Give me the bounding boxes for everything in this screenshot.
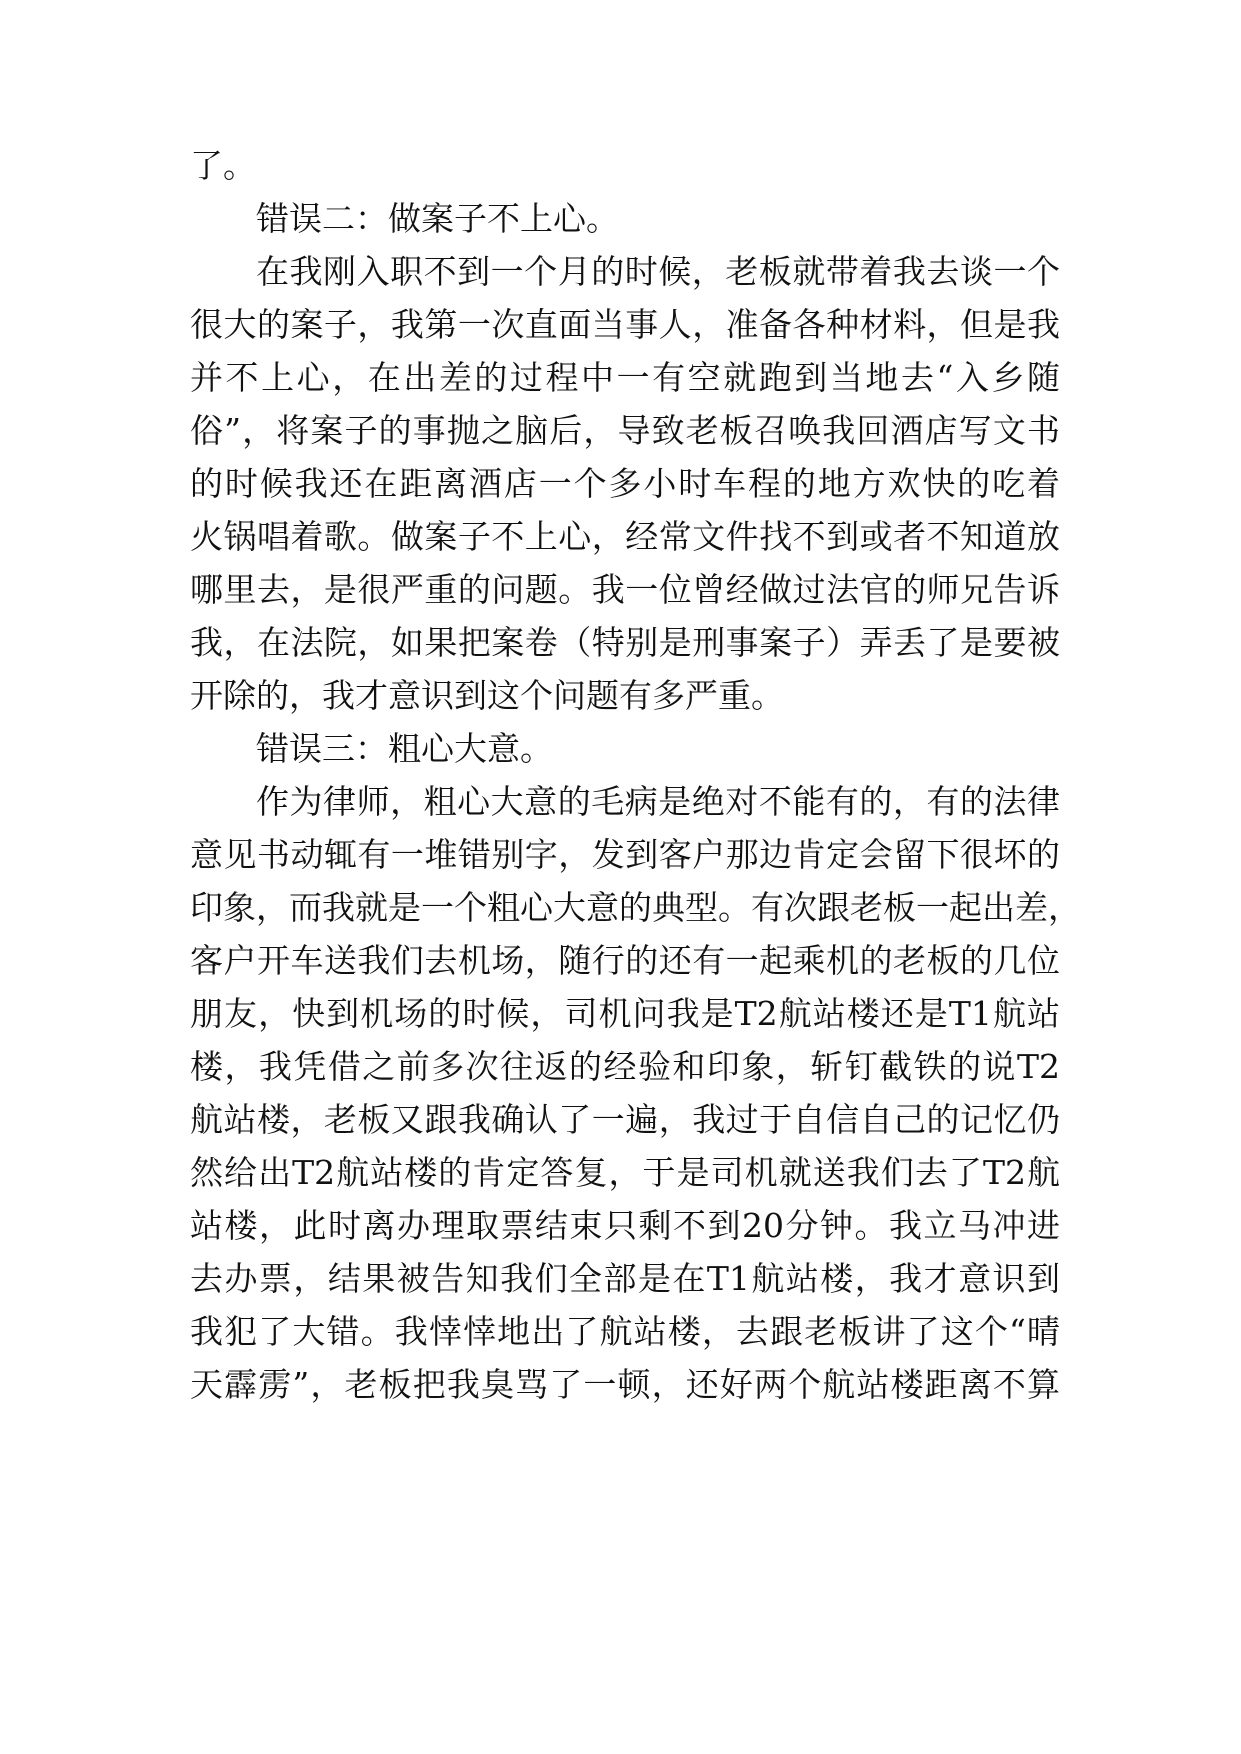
paragraph-line: 楼，我凭借之前多次往返的经验和印象，斩钉截铁的说T2 bbox=[190, 1047, 1060, 1086]
paragraph-line: 了。 bbox=[190, 146, 256, 185]
paragraph-line: 客户开车送我们去机场，随行的还有一起乘机的老板的几位 bbox=[190, 941, 1060, 980]
paragraph-line: 俗”，将案子的事抛之脑后，导致老板召唤我回酒店写文书 bbox=[190, 411, 1060, 450]
paragraph-line: 站楼，此时离办理取票结束只剩不到20分钟。我立马冲进 bbox=[190, 1206, 1060, 1245]
paragraph-line: 并不上心，在出差的过程中一有空就跑到当地去“入乡随 bbox=[190, 358, 1060, 397]
paragraph-line: 印象，而我就是一个粗心大意的典型。有次跟老板一起出差， bbox=[190, 888, 1081, 927]
paragraph-line: 开除的，我才意识到这个问题有多严重。 bbox=[190, 676, 784, 715]
paragraph-line: 作为律师，粗心大意的毛病是绝对不能有的，有的法律 bbox=[256, 782, 1060, 821]
paragraph-line: 哪里去，是很严重的问题。我一位曾经做过法官的师兄告诉 bbox=[190, 570, 1060, 609]
paragraph-line: 去办票，结果被告知我们全部是在T1航站楼，我才意识到 bbox=[190, 1259, 1060, 1298]
section-heading: 错误三：粗心大意。 bbox=[256, 729, 553, 768]
paragraph-line: 然给出T2航站楼的肯定答复，于是司机就送我们去了T2航 bbox=[190, 1153, 1060, 1192]
paragraph-line: 航站楼，老板又跟我确认了一遍，我过于自信自己的记忆仍 bbox=[190, 1100, 1060, 1139]
paragraph-line: 我犯了大错。我悻悻地出了航站楼，去跟老板讲了这个“晴 bbox=[190, 1312, 1060, 1351]
paragraph-line: 在我刚入职不到一个月的时候，老板就带着我去谈一个 bbox=[256, 252, 1060, 291]
paragraph-line: 意见书动辄有一堆错别字，发到客户那边肯定会留下很坏的 bbox=[190, 835, 1060, 874]
paragraph-line: 的时候我还在距离酒店一个多小时车程的地方欢快的吃着 bbox=[190, 464, 1060, 503]
paragraph-line: 我，在法院，如果把案卷（特别是刑事案子）弄丢了是要被 bbox=[190, 623, 1060, 662]
paragraph-line: 天霹雳”，老板把我臭骂了一顿，还好两个航站楼距离不算 bbox=[190, 1365, 1060, 1404]
section-heading: 错误二：做案子不上心。 bbox=[256, 199, 619, 238]
paragraph-line: 朋友，快到机场的时候，司机问我是T2航站楼还是T1航站 bbox=[190, 994, 1060, 1033]
paragraph-line: 火锅唱着歌。做案子不上心，经常文件找不到或者不知道放 bbox=[190, 517, 1060, 556]
paragraph-line: 很大的案子，我第一次直面当事人，准备各种材料，但是我 bbox=[190, 305, 1060, 344]
